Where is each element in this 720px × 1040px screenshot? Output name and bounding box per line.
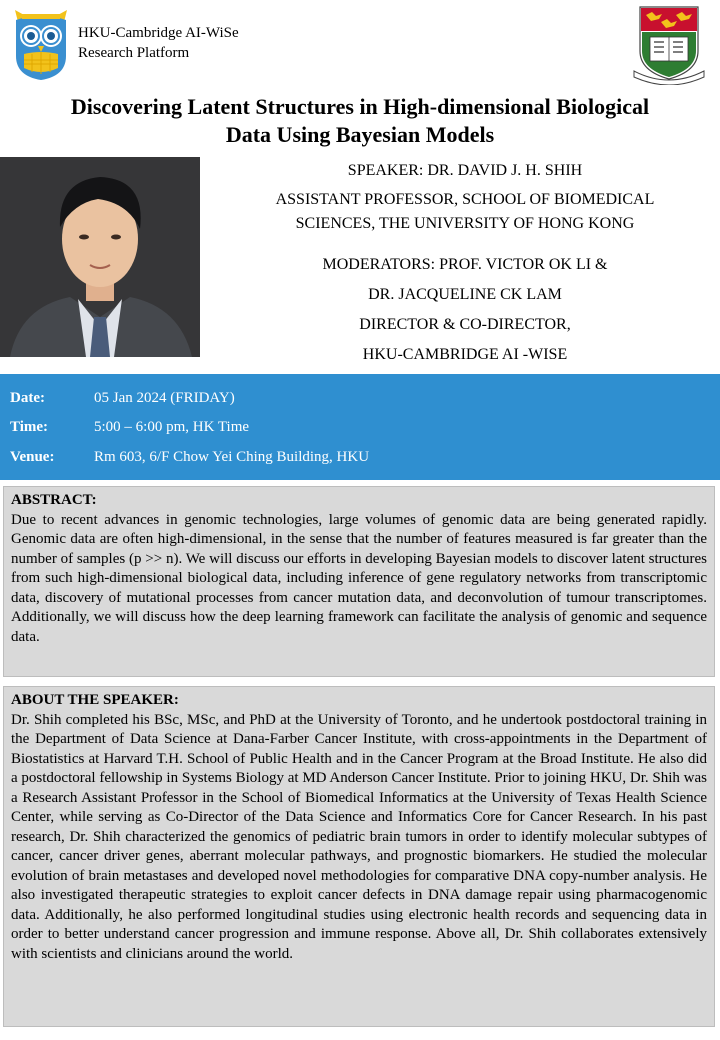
speaker-info: [215, 159, 715, 370]
event-title-line2: Data Using Bayesian Models: [225, 122, 495, 147]
speaker-name: SPEAKER: DR. DAVID J. H. SHIH: [347, 162, 583, 179]
moderators-line2: DR. JACQUELINE CK LAM: [368, 286, 562, 303]
moderators-line3: DIRECTOR & CO-DIRECTOR,: [359, 316, 571, 333]
abstract-panel: [3, 486, 715, 677]
speaker-position-line1: ASSISTANT PROFESSOR, SCHOOL OF BIOMEDICAL: [275, 191, 655, 208]
time-value: 5:00 – 6:00 pm, HK Time: [94, 419, 250, 435]
moderators-line1: MODERATORS: PROF. VICTOR OK LI &: [322, 256, 608, 273]
university-crest-icon: [632, 5, 706, 85]
venue-label: Venue:: [10, 449, 55, 465]
date-label: Date:: [10, 390, 45, 406]
about-speaker-panel: [3, 686, 715, 1027]
event-title: [20, 93, 700, 149]
event-title-line1: Discovering Latent Structures in High-dimensional Biological: [70, 94, 650, 119]
venue-value: Rm 603, 6/F Chow Yei Ching Building, HKU: [94, 449, 370, 465]
about-heading: ABOUT THE SPEAKER:: [11, 692, 179, 708]
abstract-heading: ABSTRACT:: [11, 492, 97, 508]
owl-logo-icon: [12, 6, 70, 82]
organization-name-line1: HKU-Cambridge AI-WiSe: [78, 25, 239, 41]
moderators-line4: HKU-CAMBRIDGE AI -WISE: [362, 346, 568, 363]
organization-name-line2: Research Platform: [78, 45, 190, 61]
date-value: 05 Jan 2024 (FRIDAY): [94, 390, 235, 406]
organization-name: [78, 23, 239, 63]
event-details-band: [0, 374, 720, 480]
about-text: Dr. Shih completed his BSc, MSc, and PhD at the University of Toronto, and he undertook postdoctoral training in the Department of Data Science at Dana-Farber Cancer Institute, with cross-appointments in the Department of Biostatistics at Harvard T.H. School of Public Health and in the Cancer Program at the Broad Institute. He also did a postdoctoral fellowship in Systems Biology at MD Anderson Cancer Institute. Prior to joining HKU, Dr. Shih was a Research Assistant Professor in the School of Biomedical Informatics at the University of Texas Health Science Center, while serving as Co-Director of the Data Science and Informatics Core for Cancer Research. In his past research, Dr. Shih characterized the genomics of pediatric brain tumors in order to identify molecular subtypes of cancer, cancer driver genes, aberrant molecular pathways, and prognostic biomarkers. He studied the molecular evolution of brain metastases and developed novel methodologies for comparative DNA copy-number analysis. He also investigated therapeutic strategies to exploit cancer defects in DNA damage repair using pharmacogenomic data. Additionally, he also performed longitudinal studies using electronic health records and sequencing data in order to better understand cancer progression and immune response. Above all, Dr. Shih collaborates extensively with scientists and clinicians around the world.: [11, 711, 707, 962]
speaker-position-line2: SCIENCES, THE UNIVERSITY OF HONG KONG: [295, 215, 635, 232]
abstract-text: Due to recent advances in genomic technologies, large volumes of genomic data are being generated rapidly. Genomic data are often high-dimensional, in the sense that the number of features measured is far greater than the number of samples (p >> n). We will discuss our efforts in developing Bayesian models to discover latent structures from such high-dimensional biological data, including inference of gene regulatory networks from transcriptomic data, discovery of mutational processes from cancer mutation data, and deconvolution of tumour transcriptomes. Additionally, we will discuss how the deep learning framework can facilitate the analysis of genomic and sequence data.: [11, 511, 707, 645]
time-label: Time:: [10, 419, 49, 435]
speaker-photo: [0, 157, 200, 357]
